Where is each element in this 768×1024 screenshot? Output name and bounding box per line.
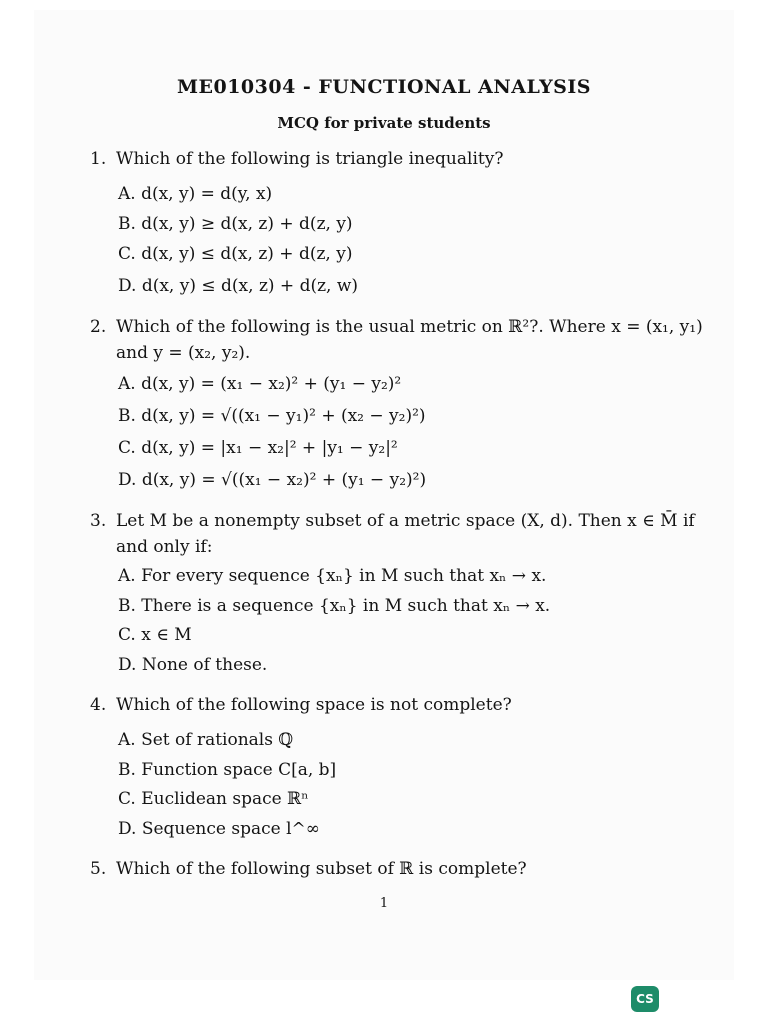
option-a: A. d(x, y) = (x₁ − x₂)² + (y₁ − y₂)² <box>118 374 402 394</box>
question-1 <box>90 146 720 172</box>
question-number: 2. <box>90 317 107 337</box>
question-text: Which of the following is the usual metric on ℝ²?. Where x = (x₁, y₁) <box>116 317 703 337</box>
question-text: Let M be a nonempty subset of a metric space (X, d). Then x ∈ M̄ if <box>116 511 695 531</box>
option-b: B. There is a sequence {xₙ} in M such that xₙ → x. <box>118 596 551 616</box>
question-number: 3. <box>90 511 107 531</box>
question-text-continued: and y = (x₂, y₂). <box>116 343 251 363</box>
option-c: C. x ∈ M <box>118 625 192 645</box>
option-d: D. None of these. <box>118 655 268 675</box>
option-b: B. d(x, y) ≥ d(x, z) + d(z, y) <box>118 214 353 234</box>
option-c: C. d(x, y) ≤ d(x, z) + d(z, y) <box>118 244 353 264</box>
option-b: B. d(x, y) = √((x₁ − y₁)² + (x₂ − y₂)²) <box>118 406 426 426</box>
page-number: 1 <box>379 896 389 911</box>
question-5 <box>90 856 720 882</box>
question-number: 1. <box>90 149 107 169</box>
question-text: Which of the following subset of ℝ is complete? <box>116 859 527 879</box>
question-number: 4. <box>90 695 107 715</box>
option-c: C. d(x, y) = |x₁ − x₂|² + |y₁ − y₂|² <box>118 438 398 458</box>
document-subtitle: MCQ for private students <box>277 114 491 132</box>
document-title: ME010304 - FUNCTIONAL ANALYSIS <box>176 76 592 98</box>
question-text-continued: and only if: <box>116 537 213 557</box>
question-4 <box>90 692 720 718</box>
option-c: C. Euclidean space ℝⁿ <box>118 789 309 809</box>
question-text: Which of the following is triangle inequality? <box>116 149 504 169</box>
question-number: 5. <box>90 859 107 879</box>
option-b: B. Function space C[a, b] <box>118 760 337 780</box>
option-d: D. d(x, y) ≤ d(x, z) + d(z, w) <box>118 276 359 296</box>
option-d: D. Sequence space l^∞ <box>118 819 320 839</box>
option-d: D. d(x, y) = √((x₁ − x₂)² + (y₁ − y₂)²) <box>118 470 427 490</box>
question-text: Which of the following space is not complete? <box>116 695 512 715</box>
camscanner-logo-icon: CS <box>631 986 659 1012</box>
question-3 <box>90 508 720 560</box>
option-a: A. For every sequence {xₙ} in M such that xₙ → x. <box>118 566 547 586</box>
question-2 <box>90 314 720 366</box>
option-a: A. Set of rationals ℚ <box>118 730 294 750</box>
option-a: A. d(x, y) = d(y, x) <box>118 184 273 204</box>
